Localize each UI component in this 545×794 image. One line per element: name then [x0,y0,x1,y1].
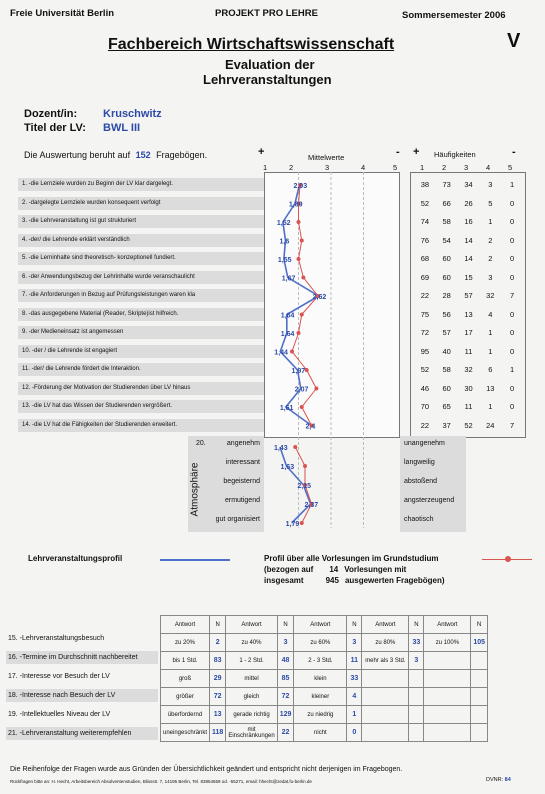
mean-scale-1: 1 [263,163,268,172]
table-cell: gleich [226,688,277,706]
atmos-left-label: angenehm [226,440,260,447]
freq-cell: 1 [488,402,493,411]
freq-minus-sign: - [512,146,516,158]
table-header-cell: N [409,616,424,634]
freq-cell: 70 [420,402,430,411]
table-cell [471,706,488,724]
mean-value-label: 1,97 [291,368,306,375]
mean-value-label: 1,44 [274,349,288,357]
freq-cell: 24 [486,420,495,430]
freq-cell: 0 [510,383,515,393]
legend-grund-label: Profil über alle Vorlesungen im Grundstudium [264,554,439,563]
freq-plus-sign: + [413,146,420,158]
table-cell: 3 [347,634,362,652]
freq-cell: 60 [442,254,451,263]
freq-cell: 38 [420,180,430,189]
table-cell [362,724,409,742]
freq-cell: 60 [442,272,451,282]
legend-profil-line [160,559,230,561]
bottom-row-label: 19. -Intellektuelles Niveau der LV [8,711,111,718]
table-cell: bis 1 Std. [161,652,210,670]
table-header-row [161,616,488,634]
freq-cell: 40 [442,346,451,356]
subtitle-line1: Evaluation der [225,57,315,72]
reference-point [300,405,304,409]
table-cell [362,670,409,688]
atmos-right-label: unangenehm [404,440,445,447]
table-cell: überfordernd [161,706,210,724]
table-cell: 11 [347,652,362,670]
freq-cell: 5 [488,198,493,208]
atmosphaere-label: Atmosphäre [189,462,201,517]
table-row [161,634,488,652]
freq-cell: 22 [420,291,430,300]
table-row [161,688,488,706]
table-cell: 2 [210,634,226,652]
legend-grund-line2 [264,565,406,574]
reference-point [293,445,297,449]
mean-value-label: 1,64 [280,331,295,338]
question-row: 14. -die LV hat die Fähigkeiten der Studierenden erweitert. [18,419,264,432]
lv-label: Titel der LV: [24,122,86,134]
bottom-row-label: 15. -Lehrveranstaltungsbesuch [8,635,105,642]
form-letter: V [507,30,521,52]
table-header-cell: Antwort [161,616,210,634]
legend-line3-n: 945 [325,576,339,585]
project-name: PROJEKT PRO LEHRE [215,8,318,19]
question-row: 11. -der/ die Lehrende fördert die Interaktion. [18,363,264,376]
table-cell: zu 60% [294,634,347,652]
freq-cell: 0 [510,272,515,282]
freq-cell: 28 [442,291,451,300]
table-cell: kleiner [294,688,347,706]
mean-scale-5: 5 [393,163,398,172]
question-row: 10. -der / die Lehrende ist engagiert [18,345,264,358]
table-cell: 85 [277,670,294,688]
freq-cell: 7 [510,291,515,300]
table-cell: 1 [347,706,362,724]
atmos-left-label: interessant [225,459,260,466]
legend-line3-post: ausgewerten Fragebögen) [344,576,445,585]
reference-point [314,387,318,391]
table-cell: 22 [277,724,294,742]
table-header-cell: Antwort [362,616,409,634]
table-cell [409,724,424,742]
table-cell: 83 [210,652,226,670]
legend-line2-pre: (bezogen auf [264,565,314,574]
reference-point [297,331,301,335]
table-cell: gerade richtig [226,706,277,724]
freq-scale-3: 3 [464,163,469,172]
table-header-cell: N [210,616,226,634]
freq-cell: 73 [442,180,451,189]
table-cell [409,670,424,688]
mean-value-label: 1,43 [273,445,288,452]
table-cell [424,688,471,706]
mean-value-label: 1,64 [280,312,295,320]
legend-grund-line3 [264,576,445,585]
freq-cell: 69 [420,272,430,282]
reference-point [290,350,294,354]
table-cell: 1 - 2 Std. [226,652,277,670]
atmos-left-label: gut organisiert [215,516,260,523]
freq-cell: 14 [464,235,473,245]
table-cell: 72 [210,688,226,706]
dozent-label: Dozent/in: [24,108,78,120]
freq-cell: 2 [488,254,493,263]
table-cell: 105 [471,634,488,652]
freq-cell: 15 [464,272,473,282]
dvnr-value: 84 [504,777,511,783]
freq-cell: 3 [488,272,493,282]
legend-grund-marker [505,556,511,562]
freq-cell: 17 [464,328,473,337]
freq-cell: 52 [464,420,473,430]
table-cell [471,670,488,688]
basis-count: 152 [135,150,151,160]
freq-cell: 30 [464,383,473,393]
mean-scale-2: 2 [289,163,294,172]
mean-scale-4: 4 [361,163,366,172]
mean-scale-3: 3 [325,163,330,172]
question-row: 12. -Förderung der Motivation der Studierenden über LV hinaus [18,382,264,395]
basis-post: Fragebögen. [156,150,208,160]
freq-cell: 1 [510,365,515,374]
freq-scale-4: 4 [486,163,491,172]
bottom-row-label: 18. -Interesse nach Besuch der LV [6,689,158,702]
freq-cell: 4 [488,309,493,319]
table-cell: 118 [210,724,226,742]
mean-value-label: 1,55 [277,257,292,264]
table-cell [471,724,488,742]
freq-cell: 46 [420,383,430,393]
freq-cell: 57 [442,328,451,337]
mean-value-label: 2,37 [304,502,319,509]
freq-cell: 57 [464,291,473,300]
freq-cell: 52 [420,198,430,208]
freq-scale-5: 5 [508,163,513,172]
lv-value: BWL III [103,122,141,134]
table-cell: mehr als 3 Std. [362,652,409,670]
freq-cell: 0 [510,402,515,411]
page-title: Fachbereich Wirtschaftswissenschaft [108,36,395,53]
freq-cell: 34 [464,180,473,189]
table-cell: groß [161,670,210,688]
freq-cell: 37 [442,420,451,430]
mean-value-label: 2,07 [294,386,309,394]
table-header-cell: N [347,616,362,634]
freq-cell: 22 [420,420,430,430]
table-cell [471,652,488,670]
freq-cell: 11 [464,402,473,411]
table-cell: 33 [409,634,424,652]
freq-scale-1: 1 [420,163,425,172]
footer-note: Die Reihenfolge der Fragen wurde aus Gründen der Übersichtlichkeit geändert und entspricht nicht derjenigen im Fragebogen. [10,766,403,773]
table-cell [362,706,409,724]
table-cell: klein [294,670,347,688]
table-cell [424,706,471,724]
reference-point [297,220,301,224]
table-row [161,724,488,742]
question-row: 2. -dargelegte Lernziele wurden konsequent verfolgt [18,197,264,210]
table-cell: 2 - 3 Std. [294,652,347,670]
table-cell: 3 [277,634,294,652]
atmos-right-label: angsterzeugend [404,497,455,504]
table-cell: 4 [347,688,362,706]
freq-cell: 1 [488,346,493,356]
freq-cell: 11 [464,346,473,356]
reference-point [301,276,305,280]
freq-cell: 6 [488,365,493,374]
bottom-row-label: 16. -Termine im Durchschnitt nachbereitet [6,651,158,664]
atmos-right-label: langweilig [404,459,435,466]
freq-scale-2: 2 [442,163,447,172]
freq-cell: 7 [510,420,515,430]
table-cell [471,688,488,706]
freq-cell: 0 [510,198,515,208]
table-cell: 33 [347,670,362,688]
table-header-cell: Antwort [424,616,471,634]
university-name: Freie Universität Berlin [10,8,115,19]
freq-cell: 58 [442,217,451,226]
question-row: 13. -die LV hat das Wissen der Studierenden vergrößert. [18,400,264,413]
basis-pre: Die Auswertung beruht auf [24,150,131,160]
atmos-left-label: begeisternd [223,478,260,485]
question-row: 4. -der/ die Lehrende erklärt verständlich [18,234,264,247]
freq-cell: 60 [442,383,451,393]
freq-cell: 65 [442,402,451,411]
table-cell [409,688,424,706]
table-cell: zu 100% [424,634,471,652]
mean-value-label: 2,03 [293,183,308,190]
mean-value-label: 1,61 [279,405,294,412]
question-row: 1. -die Lernziele wurden zu Beginn der LV klar dargelegt. [18,178,264,191]
table-cell: 72 [277,688,294,706]
mean-value-label: 1,52 [276,220,291,227]
table-cell: uneingeschränkt [161,724,210,742]
mean-value-label: 2,15 [297,483,311,490]
freq-cell: 1 [488,328,493,337]
freq-cell: 13 [464,309,473,319]
table-cell: 129 [277,706,294,724]
table-cell: nicht [294,724,347,742]
question-row: 8. -das ausgegebene Material (Reader, Skripte)ist hilfreich. [18,308,264,321]
freq-cell: 66 [442,198,451,208]
question-row: 6. -der Anwendungsbezug der Lehrinhalte wurde veranschaulicht [18,271,264,284]
footer-contact: Rückfragen bitte an: H. Hecht, Arbeitsbereich Absolventenstudien, Blissstr. 7, 14195 Berlin, Tel. 83854659 od. -55271, email: hhecht@zedat.fu-berlin.de [10,779,312,784]
legend-profil-label: Lehrveranstaltungsprofil [28,554,123,563]
reference-point [300,313,304,317]
dvnr-label: DVNR: [486,777,504,783]
freq-cell: 95 [420,346,430,356]
freq-cell: 0 [510,217,515,226]
table-row [161,670,488,688]
freq-cell: 54 [442,235,451,245]
table-cell [424,652,471,670]
freq-cell: 68 [420,254,430,263]
table-cell: mittel [226,670,277,688]
dvnr [486,777,511,783]
table-cell [409,706,424,724]
legend-line2-n: 14 [329,565,339,574]
freq-cell: 32 [464,365,473,374]
freq-cell: 13 [486,383,495,393]
table-cell [424,670,471,688]
freq-cell: 56 [442,309,451,319]
legend-line2-post: Vorlesungen mit [344,565,407,574]
question-row: 3. -die Lehrveranstaltung ist gut strukturiert [18,215,264,228]
mean-value-label: 2,62 [312,294,327,301]
plus-sign: + [258,146,265,158]
table-cell: 48 [277,652,294,670]
freq-cell: 3 [488,180,493,189]
freq-cell: 0 [510,328,515,337]
mean-value-label: 1,67 [281,275,296,283]
bottom-row-label: 21. -Lehrveranstaltung weiterempfehlen [6,727,158,740]
table-row [161,652,488,670]
q20-label: 20. [196,440,206,447]
freq-cell: 0 [510,235,515,245]
minus-sign: - [396,146,400,158]
table-cell [424,724,471,742]
mittelwerte-label: Mittelwerte [308,153,345,162]
subtitle-line2: Lehrveranstaltungen [203,72,332,87]
freq-cell: 32 [486,291,495,300]
freq-cell: 16 [464,217,473,226]
table-cell: zu 40% [226,634,277,652]
freq-cell: 1 [510,180,515,189]
reference-point [297,257,301,261]
table-header-cell: N [471,616,488,634]
mean-value-label: 1,79 [285,521,300,528]
table-cell: 3 [409,652,424,670]
table-cell: 13 [210,706,226,724]
reference-point [303,464,307,468]
freq-cell: 58 [442,365,451,374]
table-header-cell: N [277,616,294,634]
freq-cell: 0 [510,346,515,356]
freq-cell: 2 [488,235,493,245]
table-cell: größer [161,688,210,706]
freq-cell: 75 [420,309,430,319]
question-row: 5. -die Lerninhalte sind theoretisch- konzeptionell fundiert. [18,252,264,265]
legend-line3-pre: insgesamt [264,576,304,585]
answer-table [160,615,488,742]
freq-cell: 76 [420,235,430,245]
table-cell: mit Einschränkungen [226,724,277,742]
table-cell: 29 [210,670,226,688]
bottom-row-label: 17. -Interesse vor Besuch der LV [8,673,110,680]
freq-cell: 26 [464,198,473,208]
mean-value-label: 1,89 [288,201,303,209]
freq-cell: 14 [464,254,473,263]
reference-point [305,368,309,372]
mean-value-label: 2,4 [305,423,316,431]
atmos-right-label: chaotisch [404,516,434,523]
dozent-value: Kruschwitz [103,108,162,120]
question-row: 9. -der Medieneinsatz ist angemessen [18,326,264,339]
table-cell: zu niedrig [294,706,347,724]
table-row [161,706,488,724]
haeufigkeiten-label: Häufigkeiten [434,150,476,159]
table-header-cell: Antwort [294,616,347,634]
freq-cell: 1 [488,217,493,226]
semester-label: Sommersemester 2006 [402,10,506,21]
table-header-cell: Antwort [226,616,277,634]
table-cell [362,688,409,706]
freq-cell: 74 [420,217,430,226]
reference-point [300,521,304,525]
question-row: 7. -die Anforderungen in Bezug auf Prüfungsleistungen waren kla [18,289,264,302]
mean-value-label: 1,6 [279,238,290,246]
atmos-left-label: ermutigend [224,497,260,504]
table-cell: zu 20% [161,634,210,652]
reference-point [300,239,304,243]
table-cell: zu 80% [362,634,409,652]
mean-value-label: 1,63 [280,464,295,471]
freq-cell: 52 [420,365,430,374]
freq-cell: 72 [420,328,430,337]
freq-cell: 0 [510,254,515,263]
freq-cell: 0 [510,309,515,319]
atmos-right-label: abstoßend [404,478,438,485]
table-cell: 0 [347,724,362,742]
